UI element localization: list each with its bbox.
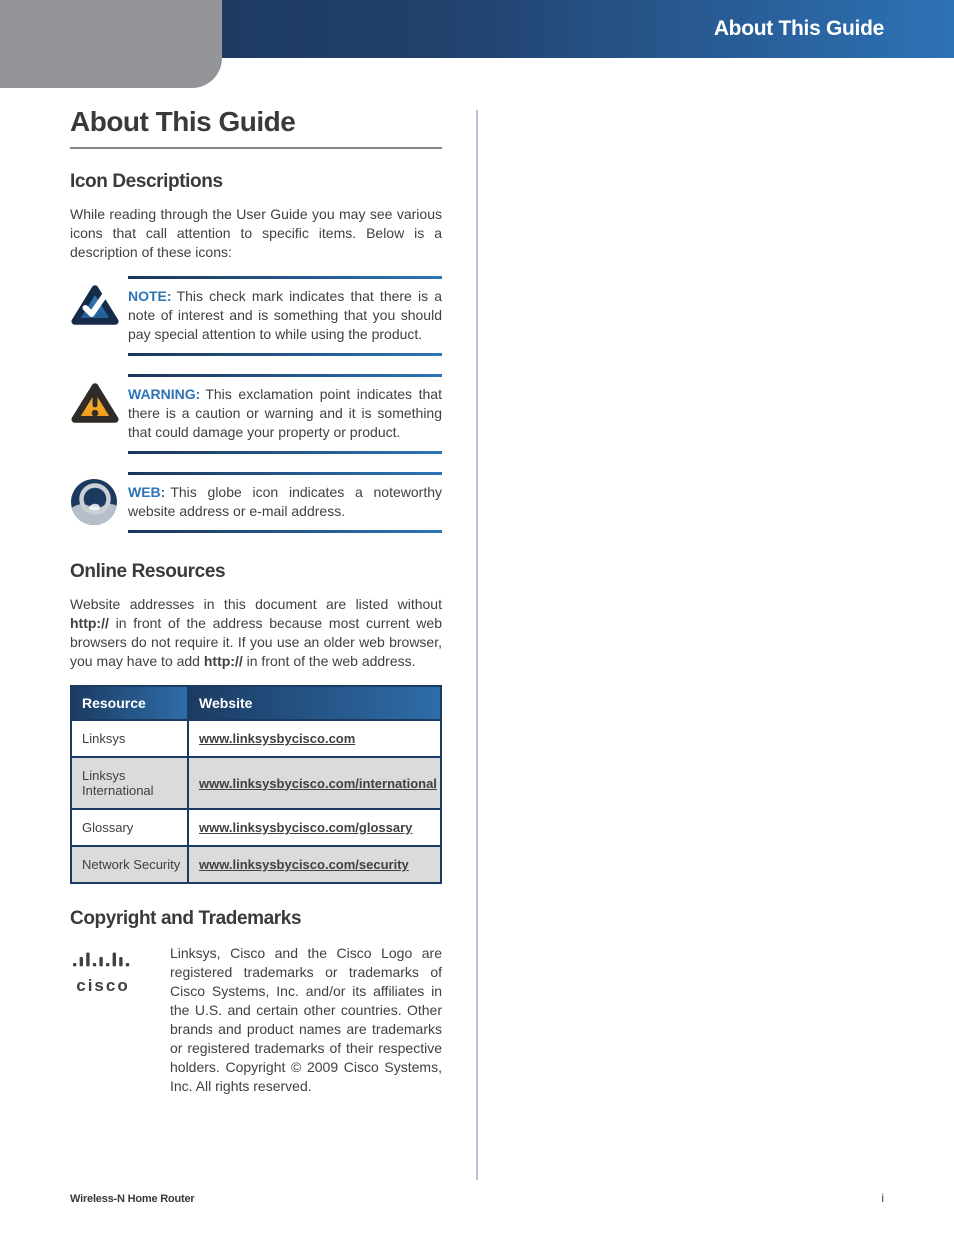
resources-table: [70, 685, 442, 884]
warning-text: [128, 377, 442, 451]
icon-descriptions-intro: While reading through the User Guide you may see various icons that call attention to specific items. Below is a description of these icons:: [70, 206, 442, 260]
table-header-row: [71, 686, 441, 720]
column-header-website: Website: [188, 686, 441, 720]
note-body-text: This check mark indicates that there is a note of interest and is something that you should pay special attention to while using the product.: [128, 288, 442, 342]
section-heading-icon-descriptions: Icon Descriptions: [70, 171, 223, 192]
header-gray-tab: [0, 0, 222, 88]
web-text: [128, 475, 442, 530]
website-link[interactable]: www.linksysbycisco.com/international: [199, 775, 437, 791]
main-content-column: [70, 106, 442, 1096]
copyright-text: Linksys, Cisco and the Cisco Logo are registered trademarks or trademarks of Cisco Systems, Inc. and/or its affiliates in the U.S. and certain other countries. Other brands and product names are trademarks or registered trademarks of their respective holders. Copyright © 2009 Cisco Systems, Inc. All rights reserved.: [170, 945, 442, 1094]
check-note-icon: [70, 276, 128, 356]
resource-cell: Glossary: [71, 809, 188, 846]
web-callout: [70, 472, 442, 533]
globe-icon: [70, 472, 128, 533]
note-callout: [70, 276, 442, 356]
resource-cell: Network Security: [71, 846, 188, 883]
website-link[interactable]: www.linksysbycisco.com/glossary: [199, 820, 413, 835]
footer-page-number: i: [881, 1191, 884, 1205]
table-row: [71, 720, 441, 757]
note-text: [128, 279, 442, 353]
page-title: About This Guide: [70, 106, 296, 137]
warning-bottom-rule: [128, 451, 442, 454]
warning-label: WARNING:: [128, 386, 201, 402]
table-row: [71, 757, 441, 809]
note-label: NOTE:: [128, 288, 172, 304]
cisco-wordmark: cisco: [76, 976, 130, 995]
website-cell: [188, 720, 441, 757]
footer-product-name: Wireless-N Home Router: [70, 1193, 195, 1205]
warning-body-text: This exclamation point indicates that there is a caution or warning and it is something that could damage your property or product.: [128, 386, 442, 440]
http-prefix: http://: [70, 615, 109, 631]
website-cell: [188, 757, 441, 809]
table-row: [71, 846, 441, 883]
note-bottom-rule: [128, 353, 442, 356]
resource-cell: Linksys: [71, 720, 188, 757]
warning-callout: [70, 374, 442, 454]
header-title: About This Guide: [713, 17, 884, 40]
warning-icon: [70, 374, 128, 454]
web-bottom-rule: [128, 530, 442, 533]
column-header-resource: Resource: [71, 686, 188, 720]
cisco-bars-icon: [70, 952, 136, 972]
website-link[interactable]: www.linksysbycisco.com: [199, 731, 356, 746]
resource-cell: Linksys International: [71, 757, 188, 809]
website-cell: [188, 846, 441, 883]
cisco-logo: [70, 944, 170, 1096]
online-resources-intro: [70, 595, 442, 671]
copyright-section: [70, 944, 442, 1096]
section-heading-online-resources: Online Resources: [70, 561, 226, 582]
http-prefix: http://: [203, 653, 243, 669]
intro-part: in front of the web address.: [242, 653, 416, 669]
web-body-text: This globe icon indicates a noteworthy website address or e-mail address.: [128, 484, 442, 519]
web-label: WEB:: [128, 484, 166, 500]
title-divider: [70, 147, 442, 149]
intro-part: in front of the address because most current web browsers do not require it. If you use an older web browser, you may have to add: [70, 615, 442, 669]
column-divider: [476, 110, 478, 1180]
website-cell: [188, 809, 441, 846]
page-footer: [70, 1191, 884, 1205]
section-heading-copyright: Copyright and Trademarks: [70, 908, 302, 929]
table-row: [71, 809, 441, 846]
website-link[interactable]: www.linksysbycisco.com/security: [199, 857, 409, 872]
intro-part: Website addresses in this document are listed without: [70, 596, 442, 612]
